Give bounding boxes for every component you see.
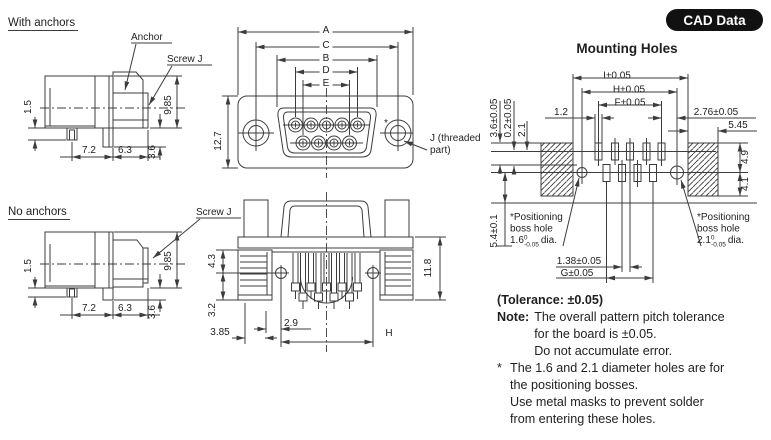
j-label-line2: part) <box>430 145 451 156</box>
dsub-shell <box>278 88 376 178</box>
mounting-holes-title: Mounting Holes <box>576 41 678 56</box>
section-label-with-anchors: With anchors <box>8 17 78 31</box>
dim-4-1: 4.1 <box>740 177 751 191</box>
footnote-line: The 1.6 and 2.1 diameter holes are for <box>510 361 725 375</box>
dim-12-7: 12.7 <box>213 131 224 151</box>
footnote-line: from entering these holes. <box>510 412 656 426</box>
dim-e: E <box>322 78 330 89</box>
dim-3-6: 3.6 <box>147 305 158 319</box>
dim-f: F±0.05 <box>614 97 646 109</box>
dim-i: I±0.05 <box>603 70 631 82</box>
dim-9-85: 9.85 <box>163 95 174 115</box>
cad-data-badge <box>666 9 763 31</box>
footnote-text <box>510 360 724 428</box>
dim-1-5: 1.5 <box>23 259 34 273</box>
rear-view <box>207 192 446 352</box>
boss-right-tol-lower: -0.05 <box>711 241 726 249</box>
notes-block <box>497 292 769 428</box>
dim-11-8: 11.8 <box>423 258 434 278</box>
boss-left-line1: *Positioning <box>510 212 563 223</box>
front-view <box>213 23 481 178</box>
dim-1-2: 1.2 <box>554 107 568 118</box>
dim-3-6: 3.6 <box>147 145 158 159</box>
boss-right-line3 <box>697 235 744 249</box>
mounting-holes-view <box>489 70 757 284</box>
dim-3-2: 3.2 <box>207 303 218 317</box>
anchor-callout <box>125 32 172 90</box>
dim-1-38: 1.38±0.05 <box>556 256 602 267</box>
asterisk-mark: * <box>384 118 388 129</box>
dim-3-6-tol: 3.6±0.05 <box>489 98 500 138</box>
dim-c: C <box>322 40 330 51</box>
dim-d: D <box>322 65 330 76</box>
dim-6-3: 6.3 <box>118 145 132 156</box>
boss-right-tol-upper: 0 <box>710 234 715 242</box>
dim-9-85: 9.85 <box>163 251 174 271</box>
section-label-no-anchors: No anchors <box>8 206 70 220</box>
j-threaded-callout <box>404 133 481 156</box>
dim-0-2-tol: 0.2±0.05 <box>503 98 514 138</box>
side-view-with-anchors <box>23 32 212 161</box>
dim-h: H <box>385 328 393 339</box>
left-hatched-pad <box>541 143 573 196</box>
boss-left-suffix: dia. <box>540 235 557 246</box>
dim-b: B <box>322 53 330 64</box>
footnote-star: * <box>497 361 502 375</box>
note-label: Note: <box>497 310 530 324</box>
j-label-line1: J (threaded <box>430 133 481 144</box>
boss-left-value: 1.6 <box>510 235 524 246</box>
screw-j-callout <box>149 54 212 105</box>
dim-g: G±0.05 <box>560 268 594 279</box>
note-line: for the board is ±0.05. <box>534 327 657 341</box>
top-pad-row <box>595 101 665 166</box>
dim-2-1: 2.1 <box>517 123 528 137</box>
dim-4-9: 4.9 <box>740 150 751 164</box>
boss-left-line2: boss hole <box>510 223 553 235</box>
dim-2-76: 2.76±0.05 <box>693 107 739 118</box>
dim-5-45: 5.45 <box>728 120 748 131</box>
dim-4-3: 4.3 <box>207 254 218 268</box>
dim-2-9: 2.9 <box>284 318 298 329</box>
note-line: Do not accumulate error. <box>534 344 673 358</box>
footnote-row <box>497 360 769 428</box>
dim-7-2: 7.2 <box>82 303 96 314</box>
dim-6-3: 6.3 <box>118 303 132 314</box>
dim-a: A <box>322 25 330 36</box>
note-text <box>534 309 724 360</box>
note-row <box>497 309 769 360</box>
right-hatched-pad <box>688 143 718 196</box>
boss-right-value: 2.1 <box>697 235 711 246</box>
cad-data-badge-label: CAD Data <box>683 12 746 28</box>
boss-left-tol-upper: 0 <box>523 234 528 242</box>
screw-j-label: Screw J <box>167 54 203 65</box>
dim-1-5: 1.5 <box>23 100 34 114</box>
dim-7-2: 7.2 <box>82 145 96 156</box>
dim-h-pitch: H±0.05 <box>612 84 646 96</box>
screw-j-label: Screw J <box>196 207 232 218</box>
tolerance-title: (Tolerance: ±0.05) <box>497 293 604 307</box>
boss-right-suffix: dia. <box>727 235 744 246</box>
boss-right-line2: boss hole <box>697 223 740 235</box>
anchor-label: Anchor <box>131 32 163 43</box>
dim-5-4: 5.4±0.1 <box>489 214 500 248</box>
dimension-lines <box>28 232 182 319</box>
boss-right-line1: *Positioning <box>697 212 750 223</box>
note-line: The overall pattern pitch tolerance <box>534 310 725 324</box>
dim-3-85: 3.85 <box>210 327 230 338</box>
boss-left-line3 <box>510 235 557 249</box>
footnote-line: Use metal masks to prevent solder <box>510 395 704 409</box>
boss-left-tol-lower: -0.05 <box>524 241 539 249</box>
footnote-line: the positioning bosses. <box>510 378 639 392</box>
